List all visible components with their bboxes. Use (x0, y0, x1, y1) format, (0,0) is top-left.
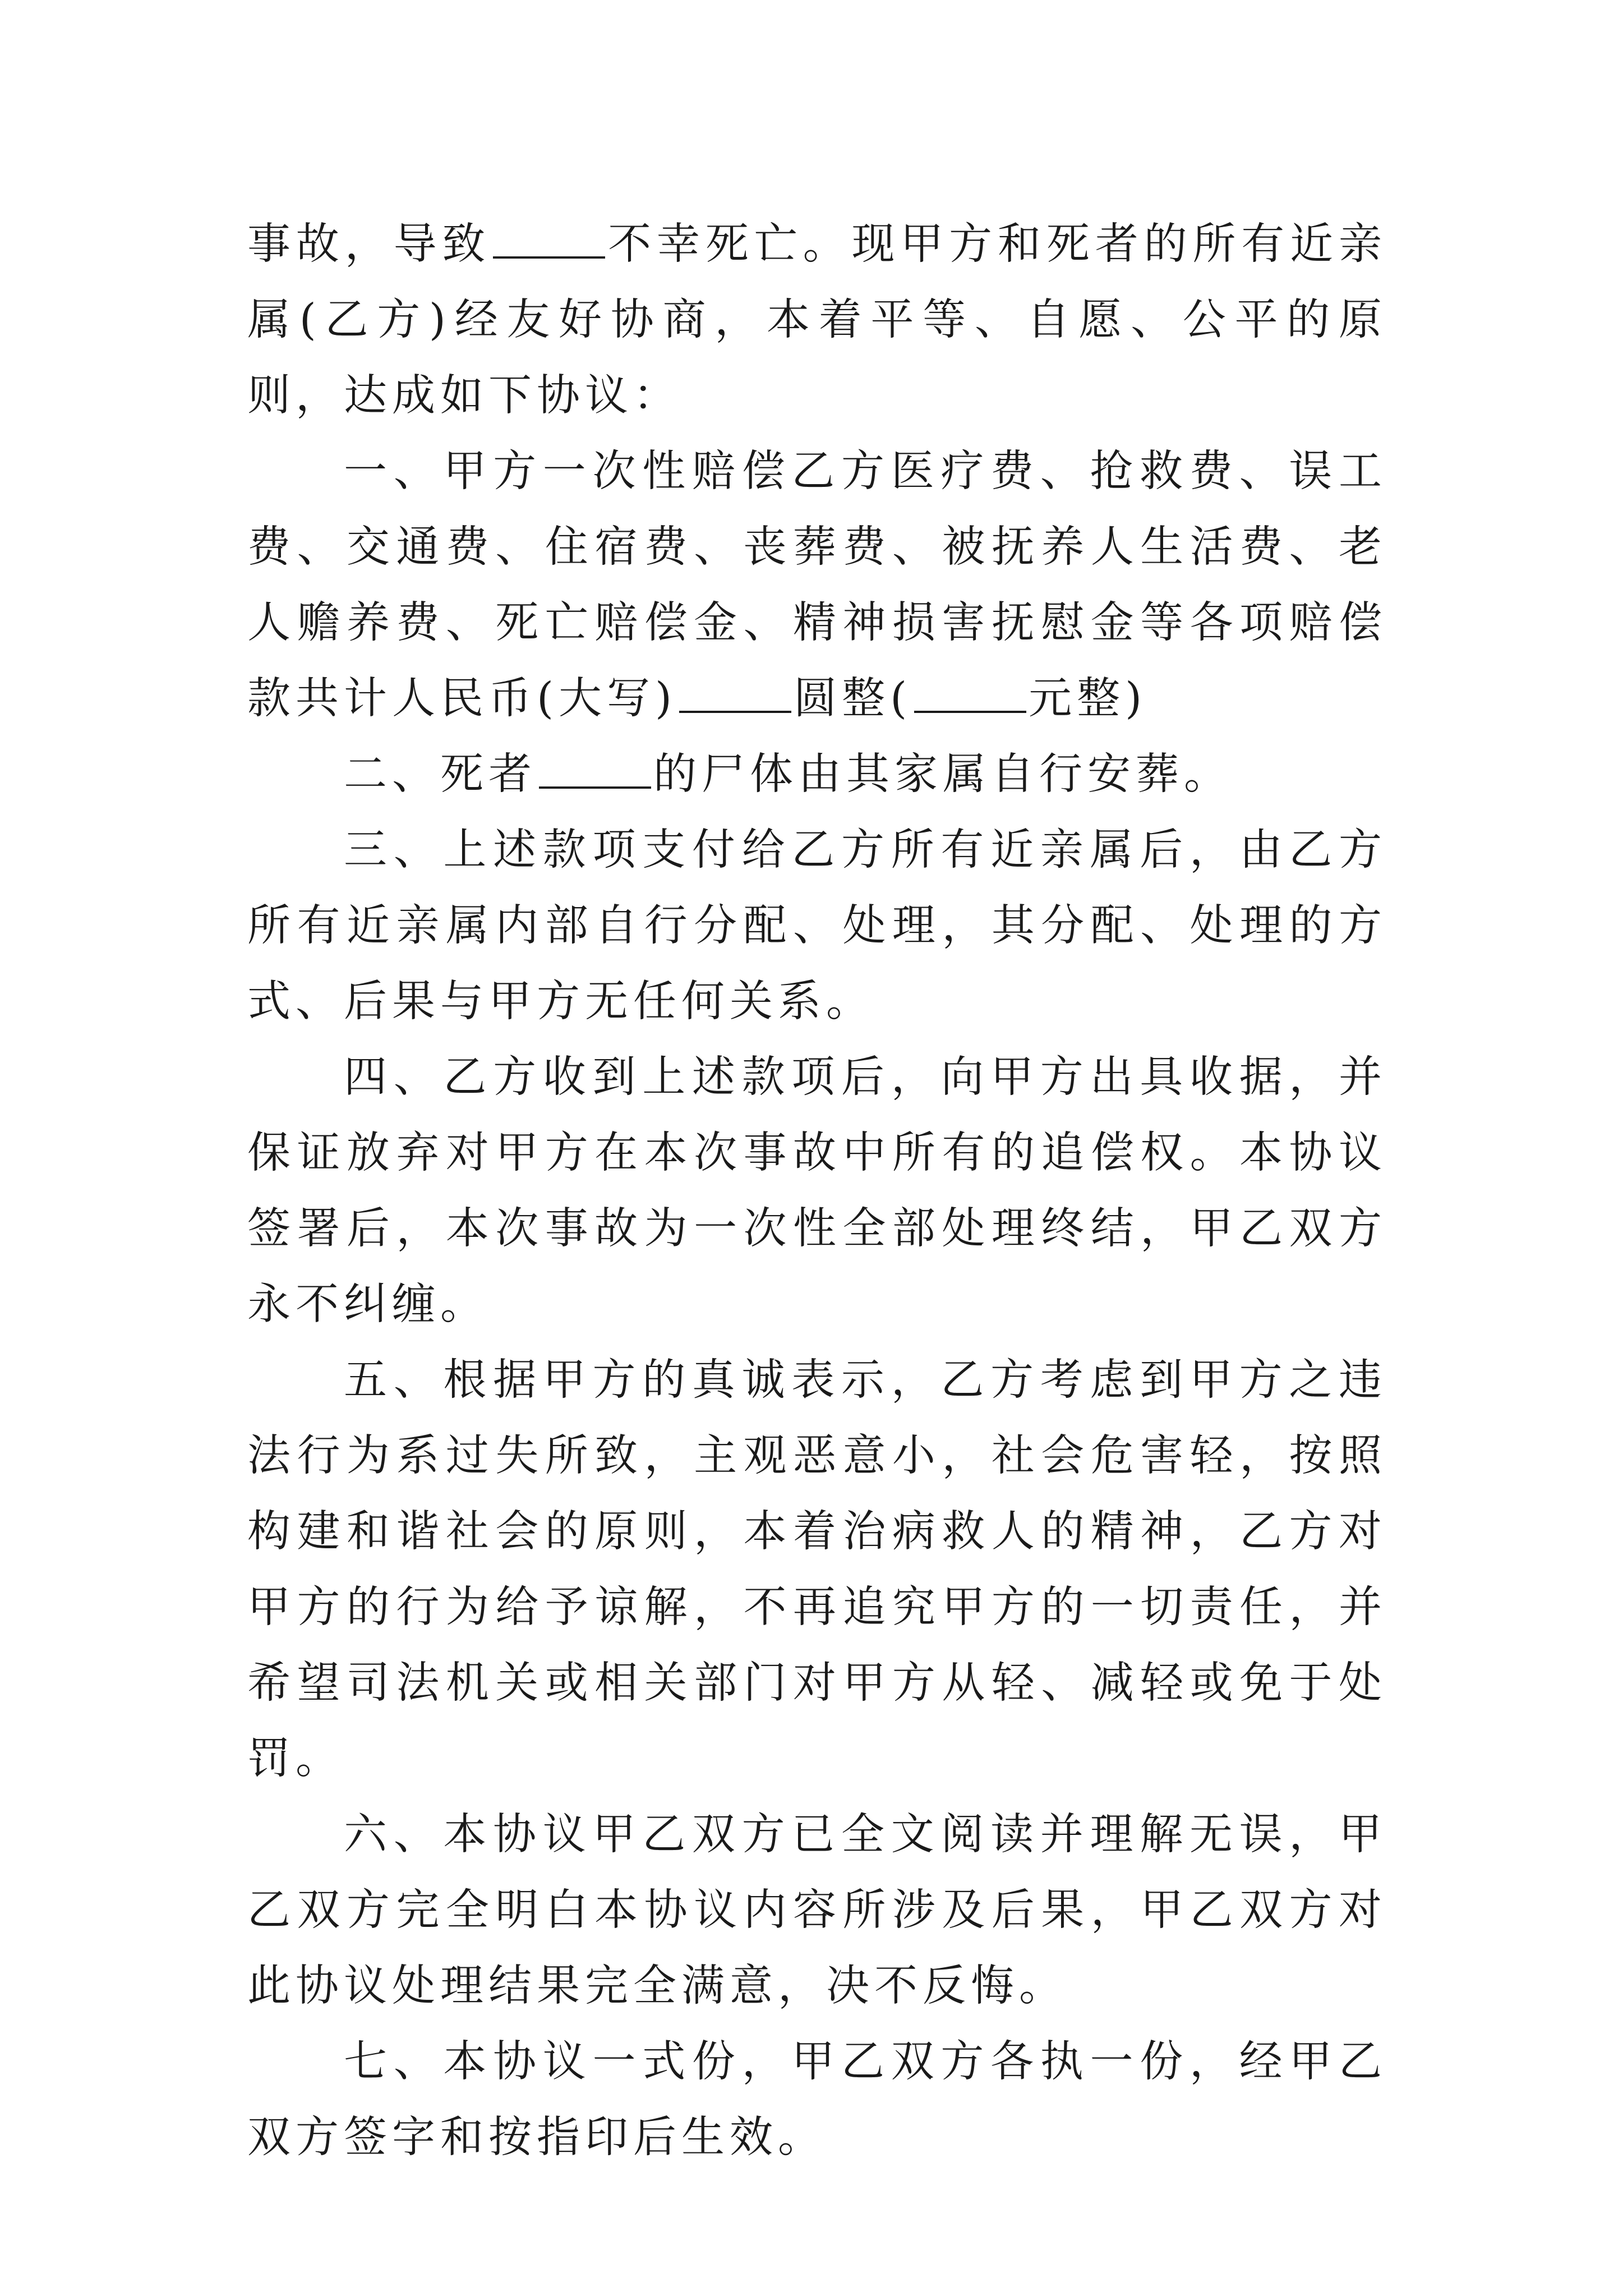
amount-in-figures-blank (914, 671, 1026, 713)
amount-in-words-blank (679, 671, 791, 713)
clause-7-paragraph: 七、本协议一式份，甲乙双方各执一份，经甲乙双方签字和按指印后生效。 (247, 2037, 1387, 2162)
clause-3-paragraph: 三、上述款项支付给乙方所有近亲属后，由乙方所有近亲属内部自行分配、处理，其分配、处理的方式、后果与甲方无任何关系。 (247, 825, 1387, 1027)
deceased-name-blank (493, 217, 605, 259)
clause-2-paragraph (247, 737, 1387, 812)
intro-text-part-1: 事故，导致 (247, 219, 491, 269)
clause-1-text-part-1: 一、甲方一次性赔偿乙方医疗费、抢救费、误工费、交通费、住宿费、丧葬费、被抚养人生活费、老人赡养费、死亡赔偿金、精神损害抚慰金等各项赔偿款共计人民币(大写) (247, 447, 1387, 724)
intro-paragraph (247, 206, 1387, 434)
agreement-body (247, 206, 1387, 2175)
clause-6-paragraph: 六、本协议甲乙双方已全文阅读并理解无误，甲乙双方完全明白本协议内容所涉及后果，甲乙双方对此协议处理结果完全满意，决不反悔。 (247, 1810, 1387, 2011)
clause-1-text-part-3: 元整) (1029, 674, 1147, 724)
deceased-name-blank-2 (539, 747, 651, 789)
clause-4-paragraph: 四、乙方收到上述款项后，向甲方出具收据，并保证放弃对甲方在本次事故中所有的追偿权。本协议签署后，本次事故为一次性全部处理终结，甲乙双方永不纠缠。 (247, 1052, 1387, 1329)
clause-1-text-part-2: 圆整( (794, 674, 912, 724)
clause-2-text-part-1: 二、死者 (344, 749, 537, 799)
intro-text-part-2: 不幸死亡。现甲方和死者的所有近亲属(乙方)经友好协商，本着平等、自愿、公平的原则，达成如下协议： (247, 219, 1387, 421)
clause-1-paragraph (247, 434, 1387, 737)
clause-5-paragraph: 五、根据甲方的真诚表示，乙方考虑到甲方之违法行为系过失所致，主观恶意小，社会危害轻，按照构建和谐社会的原则，本着治病救人的精神，乙方对甲方的行为给予谅解，不再追究甲方的一切责任，并希望司法机关或相关部门对甲方从轻、减轻或免于处罚。 (247, 1355, 1387, 1784)
clause-2-text-part-2: 的尸体由其家属自行安葬。 (653, 749, 1232, 799)
